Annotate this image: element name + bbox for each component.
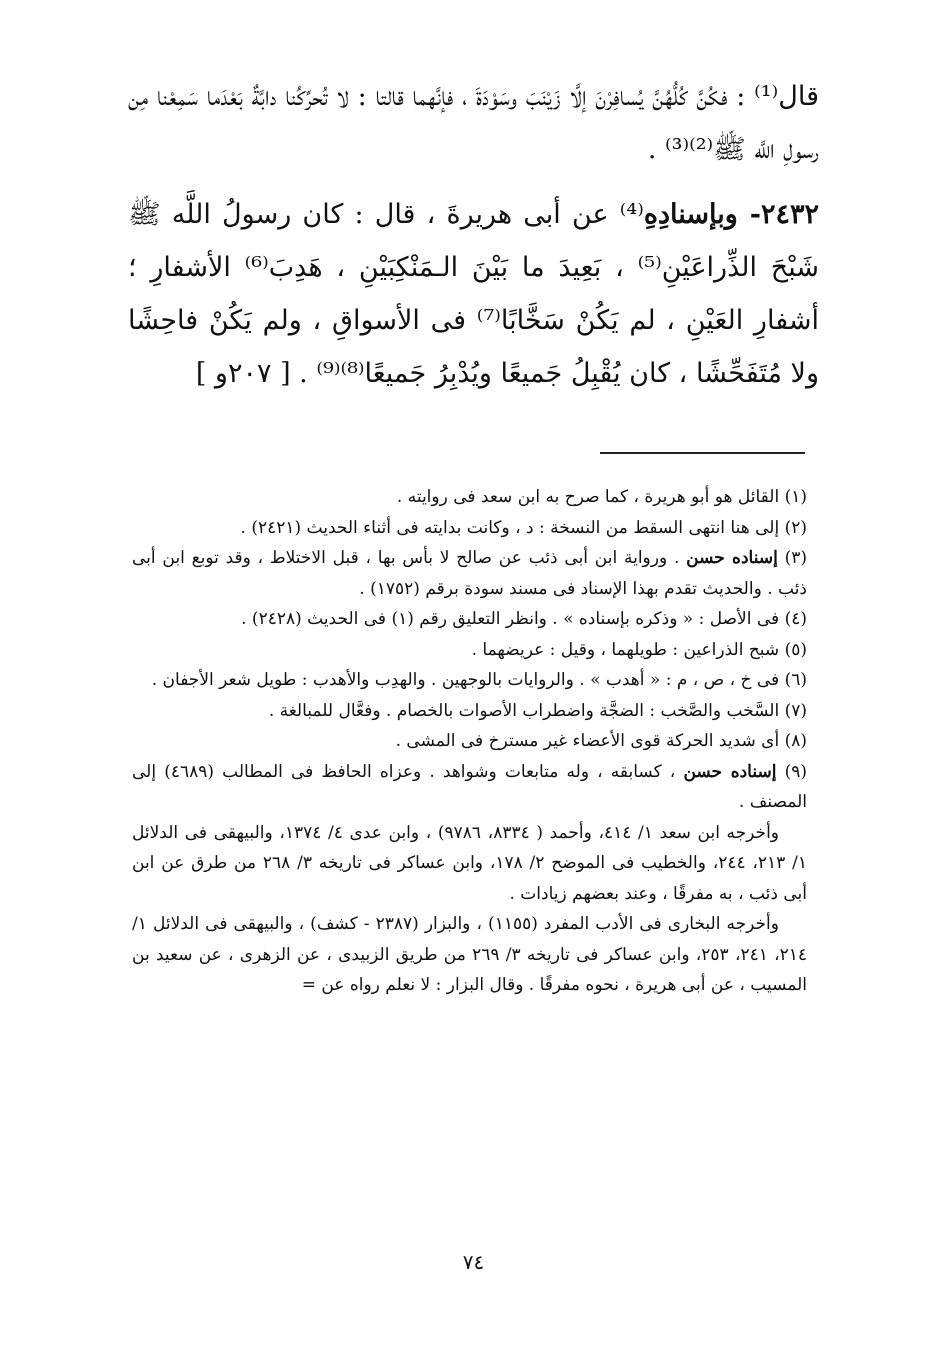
footnote-8: (٨) أى شديد الحركة قوى الأعضاء غير مسترخ فى المشى . [395, 731, 807, 751]
footnote-4: (٤) فى الأصل : « وذكره بإسناده » . وانظر التعليق رقم (١) فى الحديث (٢٤٢٨) . [241, 609, 807, 629]
footnote-3-grade: إسناده حسن [686, 548, 778, 568]
footnote-9-grade: إسناده حسن [683, 761, 777, 782]
footnote-1: (١) القائل هو أبو هريرة ، كما صرح به ابن سعد فى روايته . [396, 487, 807, 507]
footnote-7: (٧) السَّخب والصَّخب : الضجَّة واضطراب الأصوات بالخصام . وفعَّال للمبالغة . [268, 700, 807, 721]
footnote-9-text: ، كسابقه ، وله متابعات وشواهد . وعزاه الحافظ فى المطالب (٤٦٨٩) إلى المصنف . [132, 761, 807, 812]
footnote-9-number: (٩) [784, 761, 808, 782]
main-text [128, 70, 819, 412]
main-paragraph-2 [128, 188, 819, 400]
footnote-separator [600, 452, 805, 454]
footnote-9 [132, 757, 807, 818]
main-paragraph-1 [128, 70, 819, 176]
footnote-6: (٦) فى خ ، ص ، م : « أهدب » . والروايات بالوجهين . والهدِب والأهدب : طويل شعر الأجفان . [151, 670, 807, 690]
hadith-number: ٢٤٣٢- وبإسنادِهِ [643, 199, 819, 230]
footnote-5: (٥) شبح الذراعين : طويلهما ، وقيل : عريضهما . [471, 639, 807, 660]
main-paragraph-2-text: ⁽⁴⁾ عن أبى هريرةَ ، قال : كان رسولُ اللَّه ﷺ شَبْحَ الذِّراعَيْنِ⁽⁵⁾ ، بَعِيدَ ما بَيْنَ الـمَنْكِبَيْنِ ، هَدِبَ⁽⁶⁾ الأشفارِ ؛ أشفارِ العَيْنِ ، لم يَكُنْ سَخَّابًا⁽⁷⁾ فى الأسواقِ ، ولم يَكُنْ فاحِشًا ولا مُتَفَحِّشًا ، كان يُقْبِلُ جَميعًا ويُدْبِرُ جَميعًا⁽⁸⁾⁽⁹⁾ . [ ٢٠٧و ] [128, 199, 820, 389]
takhrij-paragraph-2: وأخرجه البخارى فى الأدب المفرد (١١٥٥) ، والبزار (٢٣٨٧ - كشف) ، والبيهقى فى الدلائل ١/ ٢١٤، ٢٤١، ٢٥٣، وابن عساكر فى تاريخه ٣/ ٢٦٩ من طريق الزبيدى ، عن الزهرى ، عن سعيد بن المسيب ، عن أبى هريرة ، نحوه مفرقًا . وقال البزار : لا نعلم رواه عن = [132, 914, 807, 995]
footnote-3-text: . ورواية ابن أبى ذئب عن صالح لا بأس بها ، قبل الاختلاط ، وقد توبع ابن أبى ذئب . والحديث تقدم بهذا الإسناد فى مسند سودة برقم (١٧٥٢) . [132, 548, 807, 599]
page-number: ٧٤ [462, 1250, 485, 1274]
footnote-3-number: (٣) [784, 548, 808, 568]
footnotes [132, 482, 807, 1001]
footnote-2: (٢) إلى هنا انتهى السقط من النسخة : د ، وكانت بدايته فى أثناء الحديث (٢٤٢١) . [240, 517, 807, 538]
main-paragraph-1-text: قال⁽¹⁾ : فكُنَّ كُلُّهُنَّ يُسافِرْنَ إلَّا زَيْنَبَ وسَوْدَةَ ، فإنَّهما قالتا : لا تُحرِّكُنا دابَّةٌ بَعْدَما سَمِعْنا مِن رسولِ اللَّه ﷺ⁽²⁾⁽³⁾ . [128, 81, 819, 165]
footnote-3 [132, 543, 807, 604]
takhrij-paragraph-1: وأخرجه ابن سعد ١/ ٤١٤، وأحمد ( ٨٣٣٤، ٩٧٨٦) ، وابن عدى ٤/ ١٣٧٤، والبيهقى فى الدلائل ١/ ٢١٣، ٢٤٤، والخطيب فى الموضح ٢/ ١٧٨، وابن عساكر فى تاريخه ٣/ ٢٦٨ من طرق عن ابن أبى ذئب ، به مفرقًا ، وعند بعضهم زيادات . [132, 822, 807, 904]
